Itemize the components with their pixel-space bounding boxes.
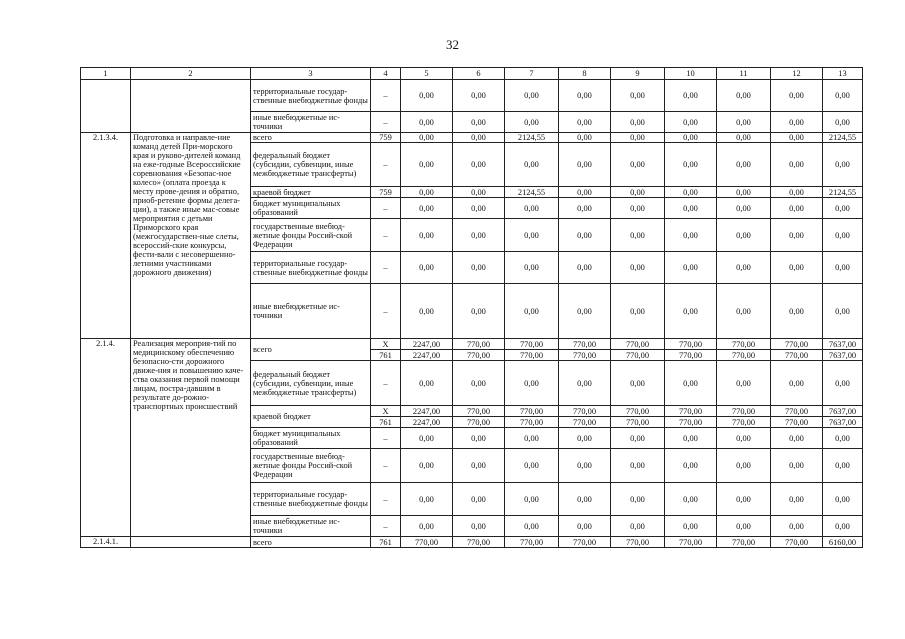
year-value: 0,00 (453, 198, 505, 219)
year-value: 0,00 (559, 219, 611, 252)
year-value: 770,00 (611, 339, 665, 350)
year-value: 770,00 (771, 350, 823, 361)
year-value: 0,00 (505, 143, 559, 187)
year-value: 770,00 (717, 417, 771, 428)
year-value: 770,00 (505, 417, 559, 428)
year-value: 0,00 (717, 428, 771, 449)
total-value: 0,00 (823, 449, 863, 483)
year-value: 0,00 (559, 428, 611, 449)
year-value: 0,00 (771, 284, 823, 339)
budget-code: – (371, 284, 401, 339)
column-header: 4 (371, 68, 401, 80)
budget-code: – (371, 143, 401, 187)
year-value: 0,00 (505, 361, 559, 406)
column-header: 9 (611, 68, 665, 80)
year-value: 0,00 (771, 516, 823, 537)
year-value: 0,00 (611, 143, 665, 187)
funding-source: иные внебюджетные ис-точники (251, 284, 371, 339)
table-row (81, 133, 863, 143)
total-value: 0,00 (823, 143, 863, 187)
budget-code: – (371, 112, 401, 133)
total-value: 7637,00 (823, 339, 863, 350)
year-value: 0,00 (559, 284, 611, 339)
year-value: 770,00 (559, 417, 611, 428)
year-value: 2247,00 (401, 406, 453, 417)
year-value: 770,00 (771, 406, 823, 417)
column-header: 7 (505, 68, 559, 80)
funding-source: иные внебюджетные ис-точники (251, 516, 371, 537)
year-value: 0,00 (665, 361, 717, 406)
funding-source: территориальные государ-ственные внебюджетные фонды (251, 80, 371, 112)
year-value: 0,00 (771, 483, 823, 516)
year-value: 0,00 (401, 483, 453, 516)
year-value: 0,00 (559, 143, 611, 187)
year-value: 0,00 (665, 112, 717, 133)
year-value: 0,00 (505, 483, 559, 516)
year-value: 0,00 (611, 428, 665, 449)
year-value: 770,00 (665, 537, 717, 548)
budget-code: 761 (371, 417, 401, 428)
activity-name (131, 80, 251, 133)
year-value: 0,00 (771, 252, 823, 284)
total-value: 0,00 (823, 516, 863, 537)
activity-name: Подготовка и направле-ние команд детей При-морского края и руково-дителей команд на еже-годные Всероссийские соревнования «Безопас-ное колесо» (оплата проезда к месту прове-дения и обратно, приоб-ретение формы делега-ции), а также иные мас-совые мероприятия с детьми Приморского края (межгосударствен-ные слеты, всероссий-ские конкурсы, фести-вали с несовершенно-летними участниками дорожного движения) (131, 133, 251, 339)
year-value: 0,00 (559, 449, 611, 483)
year-value: 770,00 (611, 350, 665, 361)
year-value: 0,00 (611, 198, 665, 219)
year-value: 2247,00 (401, 350, 453, 361)
table-row (81, 80, 863, 112)
row-code (81, 80, 131, 133)
year-value: 770,00 (453, 350, 505, 361)
budget-code: – (371, 516, 401, 537)
year-value: 0,00 (453, 516, 505, 537)
year-value: 770,00 (665, 417, 717, 428)
year-value: 0,00 (401, 284, 453, 339)
budget-code: – (371, 449, 401, 483)
year-value: 0,00 (771, 143, 823, 187)
year-value: 770,00 (453, 417, 505, 428)
total-value: 0,00 (823, 428, 863, 449)
year-value: 0,00 (401, 516, 453, 537)
year-value: 0,00 (717, 284, 771, 339)
year-value: 0,00 (665, 428, 717, 449)
table-body (81, 68, 863, 548)
total-value: 0,00 (823, 252, 863, 284)
year-value: 0,00 (665, 133, 717, 143)
year-value: 0,00 (717, 112, 771, 133)
year-value: 0,00 (665, 143, 717, 187)
row-code: 2.1.4.1. (81, 537, 131, 548)
year-value: 0,00 (453, 361, 505, 406)
column-header: 3 (251, 68, 371, 80)
budget-code: Х (371, 406, 401, 417)
total-value: 0,00 (823, 80, 863, 112)
year-value: 770,00 (771, 537, 823, 548)
total-value: 7637,00 (823, 406, 863, 417)
activity-name: Реализация мероприя-тий по медицинскому обеспечению безопасно-сти дорожного движе-ния и повышению каче-ства оказания первой помощи лицам, постра-давшим в результате до-рожно-транспортных происшествий (131, 339, 251, 537)
year-value: 0,00 (665, 516, 717, 537)
year-value: 0,00 (717, 198, 771, 219)
total-value: 6160,00 (823, 537, 863, 548)
year-value: 2124,55 (505, 187, 559, 198)
budget-code: 761 (371, 537, 401, 548)
year-value: 0,00 (665, 483, 717, 516)
budget-code: – (371, 483, 401, 516)
total-value: 0,00 (823, 112, 863, 133)
year-value: 0,00 (401, 80, 453, 112)
year-value: 0,00 (611, 449, 665, 483)
budget-code: – (371, 80, 401, 112)
year-value: 770,00 (559, 537, 611, 548)
year-value: 0,00 (453, 112, 505, 133)
year-value: 0,00 (401, 198, 453, 219)
year-value: 0,00 (505, 219, 559, 252)
year-value: 0,00 (559, 112, 611, 133)
year-value: 0,00 (717, 219, 771, 252)
year-value: 0,00 (401, 187, 453, 198)
budget-code: Х (371, 339, 401, 350)
year-value: 0,00 (559, 252, 611, 284)
year-value: 0,00 (771, 219, 823, 252)
funding-source: краевой бюджет (251, 406, 371, 428)
year-value: 770,00 (611, 537, 665, 548)
year-value: 0,00 (717, 143, 771, 187)
year-value: 0,00 (559, 187, 611, 198)
funding-source: краевой бюджет (251, 187, 371, 198)
year-value: 0,00 (453, 80, 505, 112)
year-value: 0,00 (559, 133, 611, 143)
year-value: 770,00 (771, 339, 823, 350)
year-value: 0,00 (771, 133, 823, 143)
year-value: 0,00 (717, 252, 771, 284)
year-value: 0,00 (559, 516, 611, 537)
header-row (81, 68, 863, 80)
year-value: 0,00 (401, 112, 453, 133)
year-value: 0,00 (559, 80, 611, 112)
year-value: 770,00 (717, 537, 771, 548)
funding-source: федеральный бюджет (субсидии, субвенции, иные межбюджетные трансферты) (251, 361, 371, 406)
year-value: 0,00 (771, 449, 823, 483)
year-value: 0,00 (611, 219, 665, 252)
year-value: 0,00 (665, 449, 717, 483)
year-value: 0,00 (505, 112, 559, 133)
column-header: 10 (665, 68, 717, 80)
year-value: 0,00 (717, 133, 771, 143)
year-value: 0,00 (665, 80, 717, 112)
funding-source: федеральный бюджет (субсидии, субвенции, иные межбюджетные трансферты) (251, 143, 371, 187)
column-header: 1 (81, 68, 131, 80)
page-number: 32 (446, 37, 459, 52)
year-value: 0,00 (505, 80, 559, 112)
funding-source: иные внебюджетные ис-точники (251, 112, 371, 133)
budget-code: 759 (371, 187, 401, 198)
year-value: 770,00 (453, 339, 505, 350)
total-value: 0,00 (823, 284, 863, 339)
year-value: 0,00 (611, 133, 665, 143)
budget-code: – (371, 428, 401, 449)
year-value: 0,00 (717, 449, 771, 483)
year-value: 0,00 (611, 80, 665, 112)
budget-code: 759 (371, 133, 401, 143)
budget-code: – (371, 219, 401, 252)
year-value: 0,00 (611, 483, 665, 516)
year-value: 0,00 (401, 143, 453, 187)
year-value: 0,00 (453, 284, 505, 339)
year-value: 0,00 (771, 187, 823, 198)
funding-source: государственные внебюд-жетные фонды Россий-ской Федерации (251, 449, 371, 483)
year-value: 2247,00 (401, 417, 453, 428)
year-value: 0,00 (505, 516, 559, 537)
year-value: 0,00 (611, 187, 665, 198)
year-value: 0,00 (505, 449, 559, 483)
year-value: 0,00 (717, 361, 771, 406)
year-value: 0,00 (559, 483, 611, 516)
column-header: 2 (131, 68, 251, 80)
year-value: 770,00 (505, 350, 559, 361)
funding-source: территориальные государ-ственные внебюджетные фонды (251, 483, 371, 516)
year-value: 770,00 (665, 339, 717, 350)
column-header: 5 (401, 68, 453, 80)
budget-code: 761 (371, 350, 401, 361)
year-value: 0,00 (611, 516, 665, 537)
column-header: 8 (559, 68, 611, 80)
year-value: 0,00 (401, 449, 453, 483)
year-value: 2247,00 (401, 339, 453, 350)
year-value: 0,00 (665, 252, 717, 284)
year-value: 770,00 (401, 537, 453, 548)
funding-source: всего (251, 537, 371, 548)
funding-source: всего (251, 339, 371, 361)
year-value: 770,00 (559, 350, 611, 361)
total-value: 7637,00 (823, 417, 863, 428)
column-header: 6 (453, 68, 505, 80)
year-value: 770,00 (505, 406, 559, 417)
funding-source: всего (251, 133, 371, 143)
year-value: 0,00 (453, 133, 505, 143)
funding-source: территориальные государ-ственные внебюджетные фонды (251, 252, 371, 284)
funding-source: бюджет муниципальных образований (251, 198, 371, 219)
total-value: 7637,00 (823, 350, 863, 361)
year-value: 0,00 (611, 252, 665, 284)
year-value: 770,00 (717, 339, 771, 350)
year-value: 0,00 (453, 219, 505, 252)
year-value: 770,00 (717, 406, 771, 417)
year-value: 770,00 (559, 406, 611, 417)
table-row (81, 537, 863, 548)
column-header: 11 (717, 68, 771, 80)
budget-code: – (371, 361, 401, 406)
year-value: 0,00 (505, 428, 559, 449)
funding-source: государственные внебюд-жетные фонды Россий-ской Федерации (251, 219, 371, 252)
year-value: 0,00 (401, 133, 453, 143)
row-code: 2.1.3.4. (81, 133, 131, 339)
year-value: 0,00 (717, 80, 771, 112)
year-value: 0,00 (717, 516, 771, 537)
total-value: 0,00 (823, 483, 863, 516)
year-value: 770,00 (717, 350, 771, 361)
year-value: 0,00 (665, 187, 717, 198)
year-value: 0,00 (665, 219, 717, 252)
year-value: 0,00 (717, 187, 771, 198)
year-value: 0,00 (453, 428, 505, 449)
year-value: 0,00 (771, 428, 823, 449)
total-value: 2124,55 (823, 133, 863, 143)
year-value: 770,00 (665, 350, 717, 361)
total-value: 2124,55 (823, 187, 863, 198)
year-value: 0,00 (559, 361, 611, 406)
year-value: 0,00 (453, 483, 505, 516)
year-value: 0,00 (505, 284, 559, 339)
year-value: 0,00 (401, 361, 453, 406)
year-value: 0,00 (559, 198, 611, 219)
year-value: 770,00 (611, 417, 665, 428)
year-value: 0,00 (505, 252, 559, 284)
year-value: 0,00 (717, 483, 771, 516)
year-value: 0,00 (665, 284, 717, 339)
year-value: 0,00 (771, 198, 823, 219)
year-value: 0,00 (453, 143, 505, 187)
year-value: 0,00 (401, 428, 453, 449)
year-value: 0,00 (665, 198, 717, 219)
budget-table (80, 67, 863, 548)
total-value: 0,00 (823, 361, 863, 406)
total-value: 0,00 (823, 198, 863, 219)
funding-source: бюджет муниципальных образований (251, 428, 371, 449)
year-value: 0,00 (771, 80, 823, 112)
table-row (81, 339, 863, 350)
year-value: 0,00 (401, 252, 453, 284)
year-value: 770,00 (771, 417, 823, 428)
year-value: 0,00 (401, 219, 453, 252)
year-value: 2124,55 (505, 133, 559, 143)
year-value: 770,00 (611, 406, 665, 417)
column-header: 12 (771, 68, 823, 80)
year-value: 0,00 (611, 284, 665, 339)
total-value: 0,00 (823, 219, 863, 252)
year-value: 0,00 (453, 449, 505, 483)
year-value: 0,00 (771, 361, 823, 406)
year-value: 0,00 (611, 112, 665, 133)
year-value: 0,00 (771, 112, 823, 133)
budget-code: – (371, 198, 401, 219)
row-code: 2.1.4. (81, 339, 131, 537)
year-value: 0,00 (611, 361, 665, 406)
budget-code: – (371, 252, 401, 284)
year-value: 770,00 (453, 537, 505, 548)
year-value: 0,00 (453, 187, 505, 198)
year-value: 770,00 (559, 339, 611, 350)
year-value: 770,00 (453, 406, 505, 417)
year-value: 770,00 (665, 406, 717, 417)
year-value: 770,00 (505, 537, 559, 548)
year-value: 0,00 (505, 198, 559, 219)
year-value: 0,00 (453, 252, 505, 284)
column-header: 13 (823, 68, 863, 80)
year-value: 770,00 (505, 339, 559, 350)
activity-name (131, 537, 251, 548)
